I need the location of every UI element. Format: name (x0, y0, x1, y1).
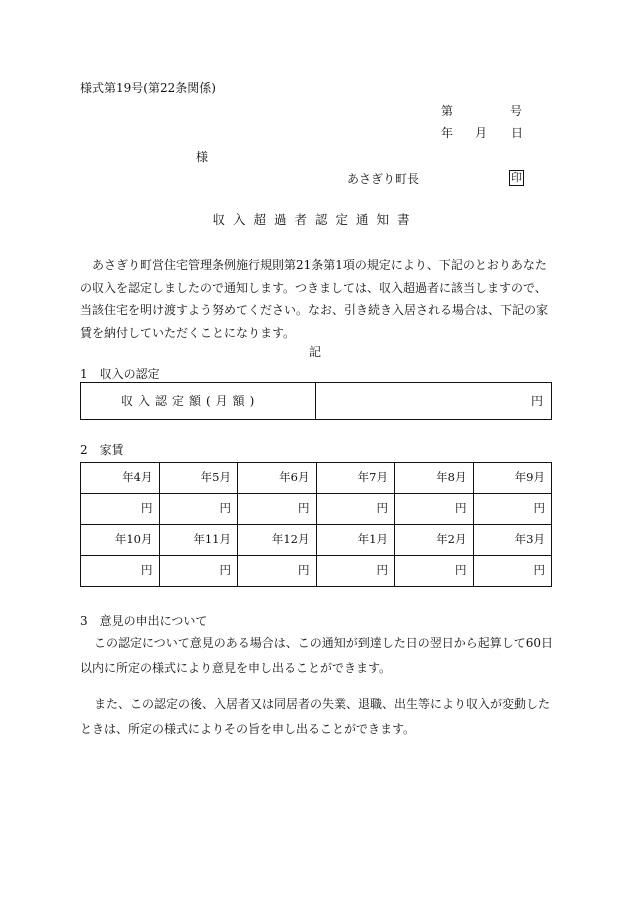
amount-cell: 円 (81, 556, 160, 587)
section1-heading: 1 収入の認定 (80, 367, 160, 381)
income-label: 収入認定額(月額) (81, 383, 316, 420)
amount-cell: 円 (159, 494, 238, 525)
date-month: 月 (475, 126, 488, 140)
section3-heading: 3 意見の申出について (80, 614, 208, 628)
form-number: 様式第19号(第22条関係) (80, 81, 216, 95)
document-title: 収入超過者認定通知書 (212, 212, 418, 227)
amount-cell: 円 (238, 494, 317, 525)
month-cell: 年8月 (395, 463, 474, 494)
table-row (81, 556, 552, 587)
date-year: 年 (441, 126, 454, 140)
month-cell: 年2月 (395, 525, 474, 556)
section2-heading: 2 家賃 (80, 443, 124, 457)
issuer-name: あさぎり町長 (347, 172, 420, 186)
month-cell: 年1月 (316, 525, 395, 556)
month-cell: 年9月 (473, 463, 552, 494)
month-cell: 年3月 (473, 525, 552, 556)
income-value-cell: 円 (316, 383, 552, 420)
amount-cell: 円 (316, 556, 395, 587)
seal-stamp: 印 (511, 171, 522, 184)
body-paragraph: あさぎり町営住宅管理条例施行規則第21条第1項の規定により、下記のとおりあなたの収入を認定しましたので通知します。つきましては、収入超過者に該当しますので、当該住宅を明け渡すよう努めてください。なお、引き続き入居される場合は、下記の家賃を納付していただくことになります。 (80, 258, 549, 340)
table-row (81, 463, 552, 494)
month-cell: 年6月 (238, 463, 317, 494)
number-suffix: 号 (510, 104, 523, 118)
month-cell: 年12月 (238, 525, 317, 556)
month-cell: 年10月 (81, 525, 160, 556)
income-table (80, 382, 552, 420)
rent-table (80, 462, 552, 587)
section3-paragraph-1: この認定について意見のある場合は、この通知が到達した日の翌日から起算して60日以内に所定の様式により意見を申し出ることができます。 (80, 636, 554, 675)
amount-cell: 円 (473, 556, 552, 587)
table-row (81, 525, 552, 556)
month-cell: 年5月 (159, 463, 238, 494)
table-row (81, 494, 552, 525)
month-cell: 年4月 (81, 463, 160, 494)
amount-cell: 円 (395, 494, 474, 525)
amount-cell: 円 (238, 556, 317, 587)
addressee-honorific: 様 (196, 150, 209, 164)
amount-cell: 円 (81, 494, 160, 525)
month-cell: 年7月 (316, 463, 395, 494)
month-cell: 年11月 (159, 525, 238, 556)
amount-cell: 円 (316, 494, 395, 525)
number-prefix: 第 (441, 104, 454, 118)
table-row (81, 383, 552, 420)
amount-cell: 円 (159, 556, 238, 587)
section3-paragraph-2: また、この認定の後、入居者又は同居者の失業、退職、出生等により収入が変動したときは、所定の様式によりその旨を申し出ることができます。 (80, 697, 551, 736)
ki-heading: 記 (308, 345, 321, 359)
amount-cell: 円 (395, 556, 474, 587)
date-day: 日 (511, 126, 524, 140)
amount-cell: 円 (473, 494, 552, 525)
